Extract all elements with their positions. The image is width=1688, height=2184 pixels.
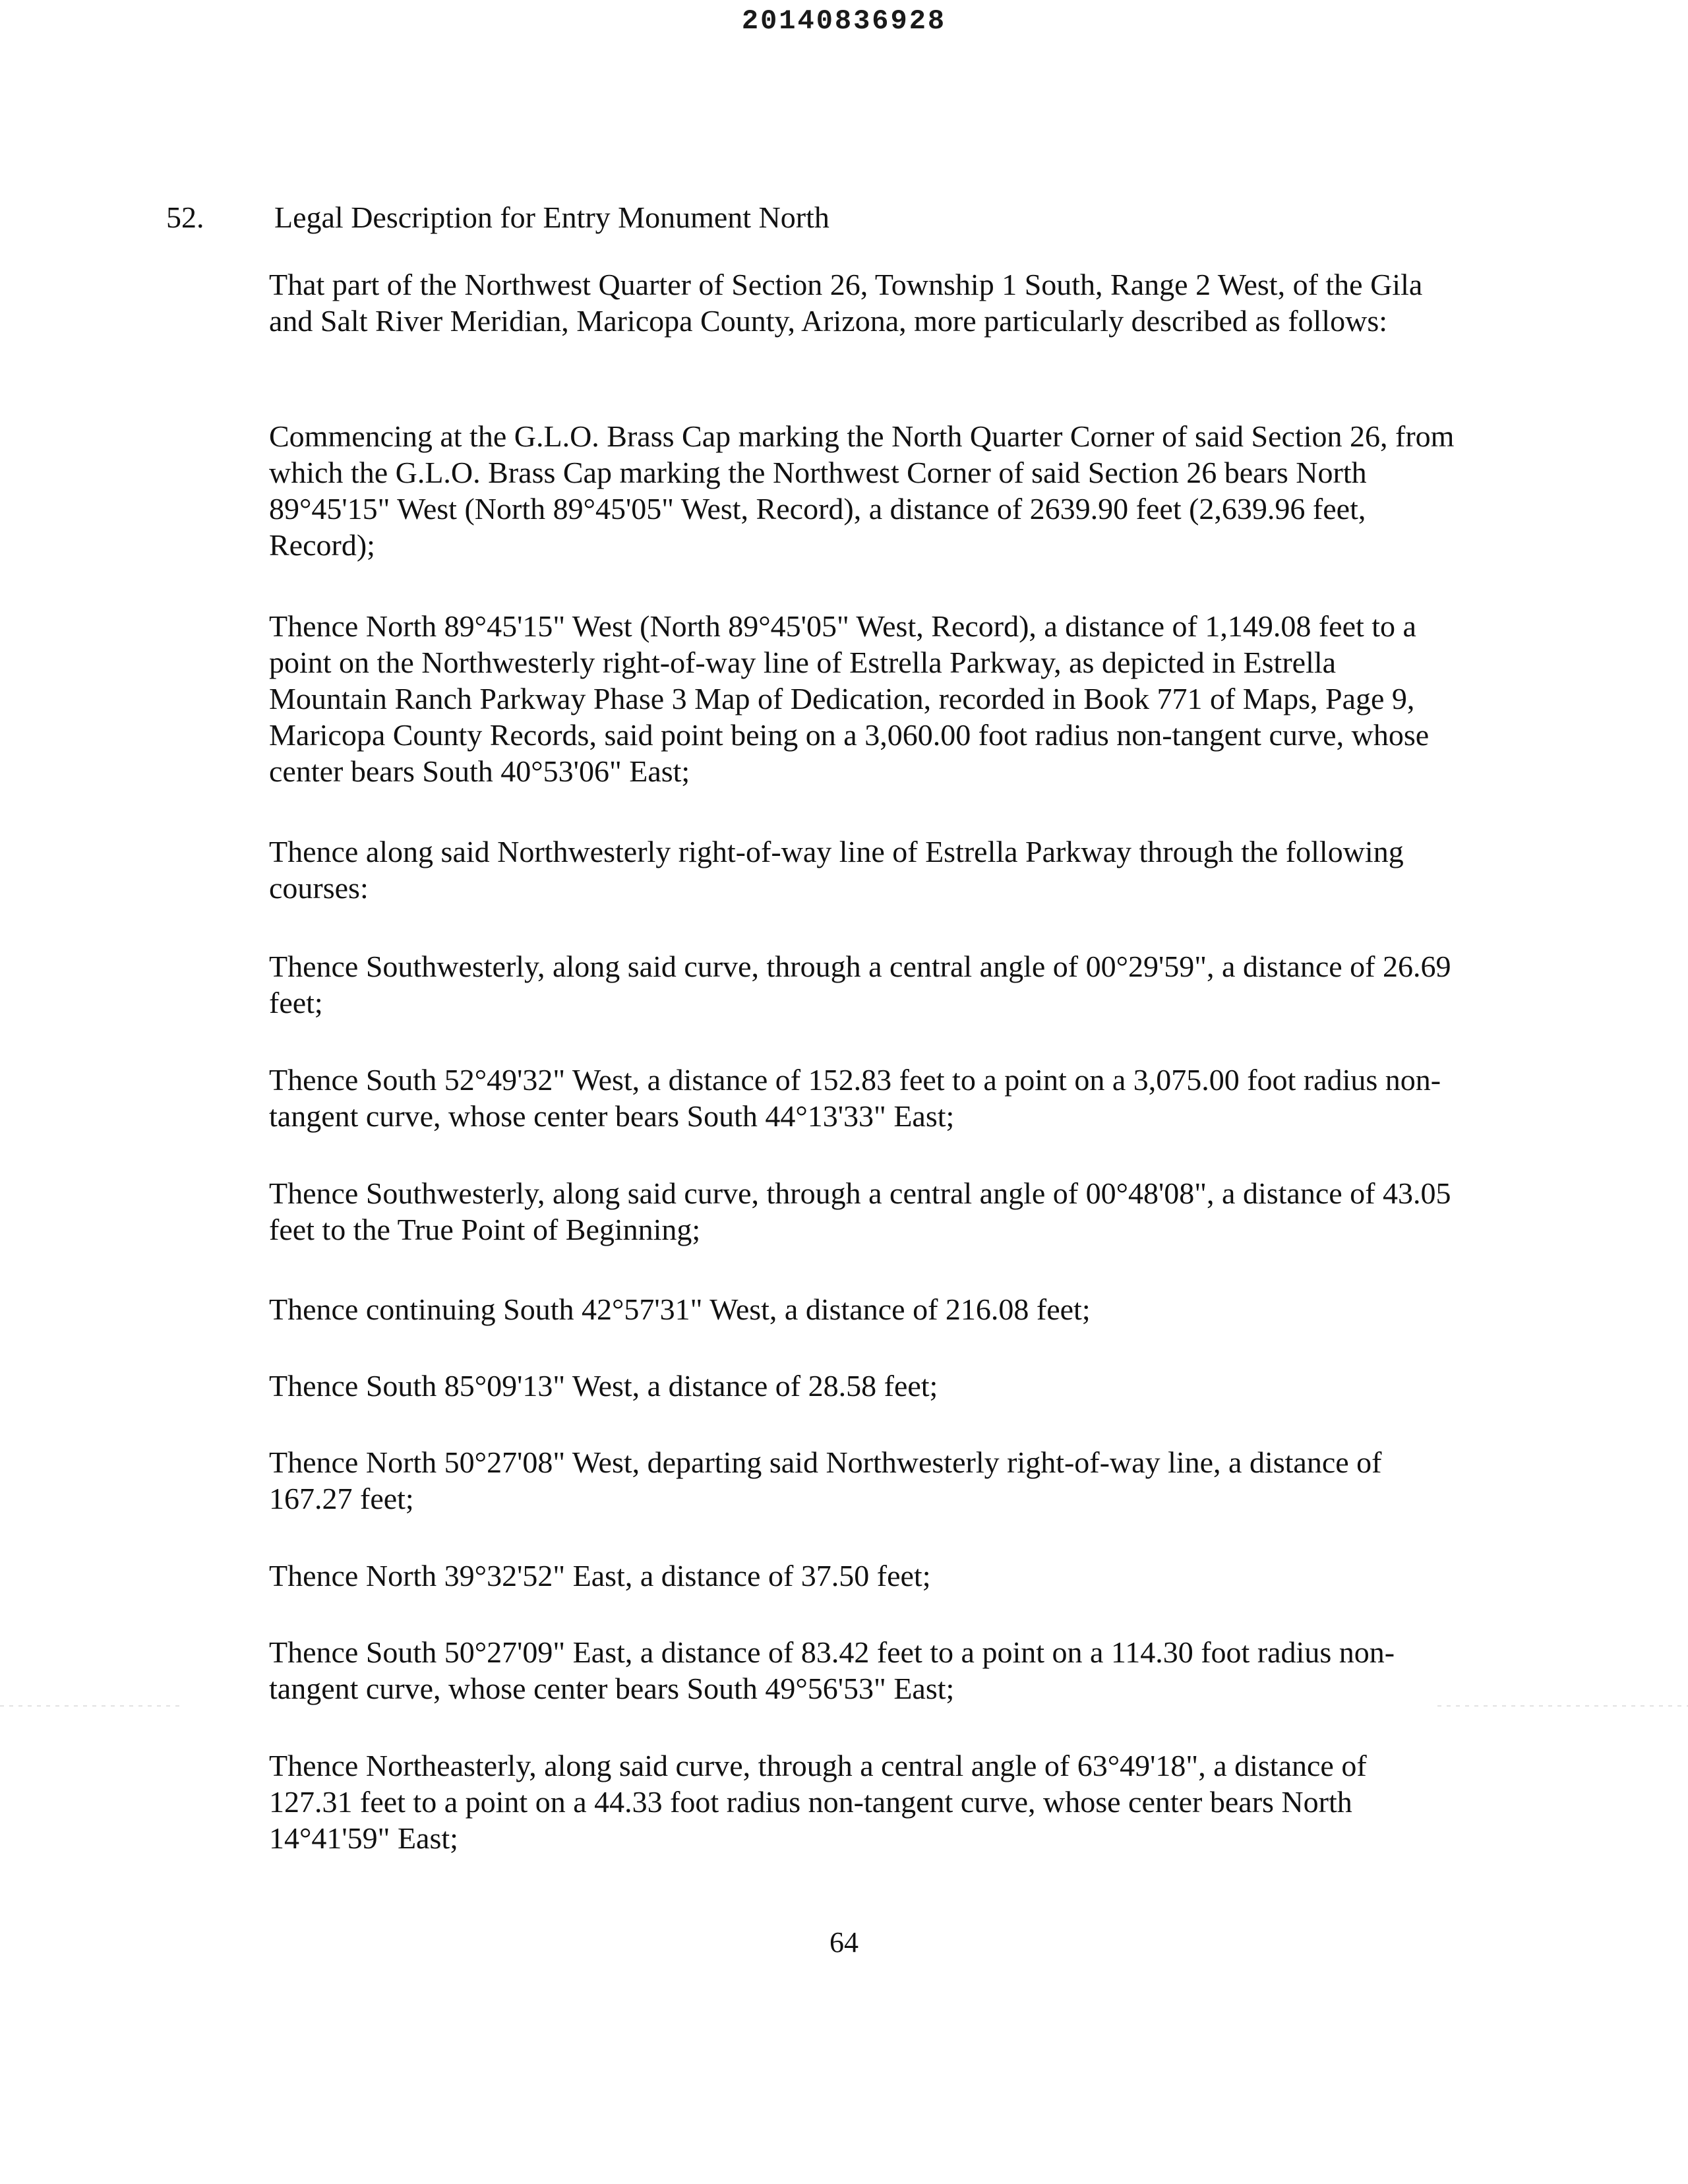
scan-artifact-left [0,1705,185,1707]
paragraph-course-6: Thence South 85°09'13" West, a distance of 28.58 feet; [269,1369,938,1403]
paragraph-course-5: Thence continuing South 42°57'31" West, a distance of 216.08 feet; [269,1292,1091,1326]
paragraph-commencing: Commencing at the G.L.O. Brass Cap marking the North Quarter Corner of said Section 26, from which the G.L.O. Brass Cap marking the Northwest Corner of said Section 26 bears North 89°45'15" West (North 89°45'05" West, Record), a distance of 2639.90 feet (2,639.96 feet, Record); [269,419,1455,562]
paragraph-course-10: Thence Northeasterly, along said curve, through a central angle of 63°49'18", a distance of 127.31 feet to a point on a 44.33 foot radius non-tangent curve, whose center bears North 14°41'59" East; [269,1749,1367,1855]
paragraph-course-2: Thence Southwesterly, along said curve, through a central angle of 00°29'59", a distance of 26.69 feet; [269,950,1451,1019]
paragraph-course-1: Thence North 89°45'15" West (North 89°45'05" West, Record), a distance of 1,149.08 feet to a point on the Northwesterly right-of-way line of Estrella Parkway, as depicted in Estrella Mountain Ranch Parkway Phase 3 Map of Dedication, recorded in Book 771 of Maps, Page 9, Maricopa County Records, said point being on a 3,060.00 foot radius non-tangent curve, whose center bears South 40°53'06" East; [269,609,1430,788]
paragraph-course-4: Thence Southwesterly, along said curve, through a central angle of 00°48'08", a distance of 43.05 feet to the True Point of Beginning; [269,1176,1451,1246]
section-title: Legal Description for Entry Monument North [274,200,829,234]
section-heading [166,199,829,236]
document-number: 20140836928 [741,5,947,37]
paragraph-course-intro: Thence along said Northwesterly right-of-way line of Estrella Parkway through the following courses: [269,835,1404,905]
scan-artifact-right [1437,1705,1688,1707]
paragraph-course-8: Thence North 39°32'52" East, a distance of 37.50 feet; [269,1559,931,1592]
paragraph-intro: That part of the Northwest Quarter of Section 26, Township 1 South, Range 2 West, of the Gila and Salt River Meridian, Maricopa County, Arizona, more particularly described as follows: [269,268,1423,338]
paragraph-course-7: Thence North 50°27'08" West, departing said Northwesterly right-of-way line, a distance of 167.27 feet; [269,1445,1382,1515]
paragraph-course-3: Thence South 52°49'32" West, a distance of 152.83 feet to a point on a 3,075.00 foot radius non-tangent curve, whose center bears South 44°13'33" East; [269,1063,1441,1133]
page-number: 64 [829,1926,859,1958]
section-number: 52. [166,200,204,234]
paragraph-course-9: Thence South 50°27'09" East, a distance of 83.42 feet to a point on a 114.30 foot radius non-tangent curve, whose center bears South 49°56'53" East; [269,1635,1395,1705]
